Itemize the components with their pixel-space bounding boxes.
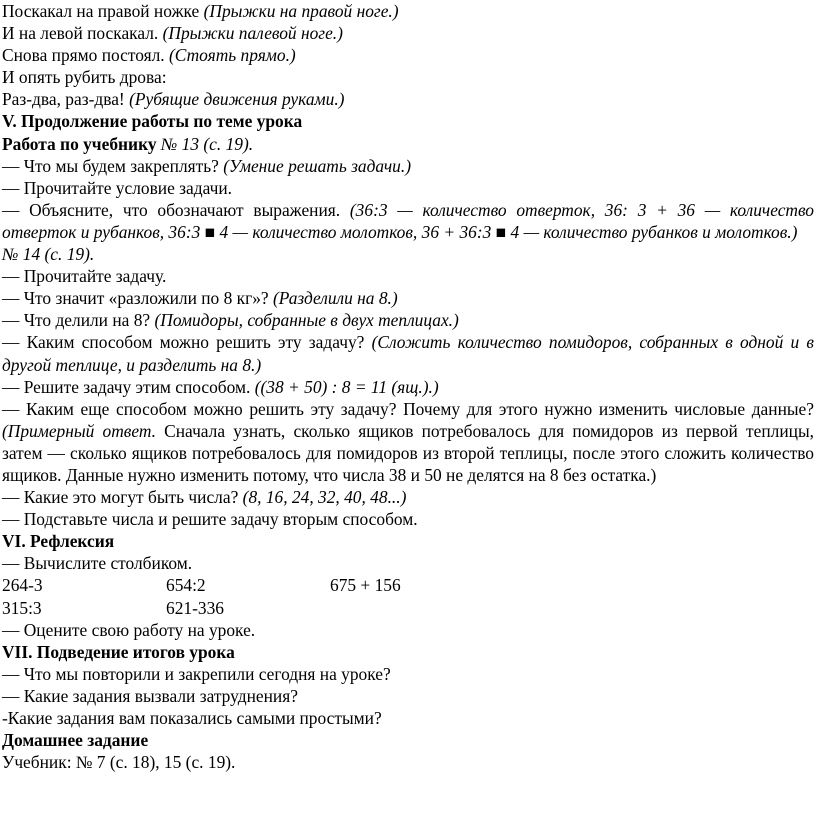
- plain-text: — Оцените свою работу на уроке.: [2, 619, 256, 640]
- plain-text: — Каким способом можно решить эту задачу?: [2, 332, 372, 353]
- expressions-row: [2, 597, 814, 619]
- text-line: [2, 309, 814, 331]
- plain-text: Поскакал на правой ножке: [2, 1, 204, 21]
- plain-text: — Объясните, что обозначают выражения.: [2, 199, 350, 220]
- italic-text: (8, 16, 24, 32, 40, 48...): [242, 487, 407, 508]
- plain-text: — Каким еще способом можно решить эту задачу? Почему для этого нужно изменить числовые данные?: [2, 398, 814, 419]
- text-line: [2, 155, 814, 177]
- text-line: [2, 133, 814, 155]
- italic-text: № 13 (с. 19).: [156, 133, 254, 154]
- plain-text: — Решите задачу этим способом.: [2, 376, 255, 397]
- italic-text: (Стоять прямо.): [168, 45, 296, 66]
- plain-text: — Что делили на 8?: [2, 310, 155, 331]
- plain-text: — Прочитайте условие задачи.: [2, 177, 233, 198]
- text-paragraph: [2, 199, 814, 243]
- plain-text: — Подставьте числа и решите задачу вторым способом.: [2, 509, 418, 530]
- text-line: [2, 88, 814, 110]
- text-line: [2, 22, 814, 44]
- text-line: [2, 0, 814, 22]
- text-line: [2, 177, 814, 199]
- text-line: [2, 552, 814, 574]
- italic-text: (Разделили на 8.): [272, 288, 398, 309]
- plain-text: И опять рубить дрова:: [2, 67, 167, 88]
- bold-text: Работа по учебнику: [2, 133, 157, 154]
- italic-text: (Рубящие движения руками.): [129, 89, 345, 110]
- text-line: [2, 44, 814, 66]
- text-line: [2, 707, 814, 729]
- expression: 654:2: [166, 575, 206, 596]
- plain-text: Сначала узнать, сколько ящиков потребовалось для помидоров из первой теплицы, затем — сколько ящиков потребовалось для помидоров из второй теплицы, после этого сложить количество ящиков. Данные нужно изменить потому, что числа 38 и 50 не делятся на 8 без остатка.): [2, 420, 814, 485]
- section-heading-v: V. Продолжение работы по теме урока: [2, 111, 303, 132]
- text-line: [2, 663, 814, 685]
- text-line: [2, 66, 814, 88]
- expressions-row: [2, 574, 814, 596]
- text-line: [2, 619, 814, 641]
- italic-text: (Прыжки палевой ноге.): [162, 23, 343, 44]
- expression: 264-3: [2, 575, 43, 596]
- section-heading-vi: VI. Рефлексия: [2, 531, 115, 552]
- italic-text: (Умение решать задачи.): [223, 155, 411, 176]
- text-line: [2, 685, 814, 707]
- plain-text: — Что значит «разложили по 8 кг»?: [2, 288, 273, 309]
- plain-text: — Вычислите столбиком.: [2, 553, 193, 574]
- expression: 621-336: [166, 597, 224, 618]
- text-line: [2, 376, 814, 398]
- text-paragraph: [2, 331, 814, 375]
- homework-heading: Домашнее задание: [2, 730, 149, 751]
- text-line: [2, 508, 814, 530]
- text-line: [2, 486, 814, 508]
- task-number: № 14 (с. 19).: [2, 244, 95, 265]
- italic-text: (Помидоры, собранные в двух теплицах.): [154, 310, 459, 331]
- plain-text: — Что мы будем закреплять?: [2, 155, 224, 176]
- text-line: [2, 265, 814, 287]
- expression: 315:3: [2, 597, 42, 618]
- plain-text: — Прочитайте задачу.: [2, 266, 167, 287]
- italic-text: ((38 + 50) : 8 = 11 (ящ.).): [254, 376, 439, 397]
- section-heading-vii: VII. Подведение итогов урока: [2, 641, 235, 662]
- text-paragraph: [2, 398, 814, 486]
- text-line: [2, 287, 814, 309]
- plain-text: -Какие задания вам показались самыми простыми?: [2, 708, 382, 728]
- plain-text: — Что мы повторили и закрепили сегодня на уроке?: [2, 663, 391, 684]
- homework-text: Учебник: № 7 (с. 18), 15 (с. 19).: [2, 752, 236, 773]
- plain-text: — Какие задания вызвали затруднения?: [2, 685, 298, 706]
- expression: 675 + 156: [330, 575, 401, 596]
- italic-text: (Примерный ответ.: [2, 420, 156, 441]
- plain-text: Снова прямо постоял.: [2, 45, 169, 66]
- italic-text: (Сложить количество помидоров, собранных в одной и в другой теплице, и разделить на 8.): [2, 332, 814, 375]
- plain-text: И на левой поскакал.: [2, 23, 163, 44]
- plain-text: Раз-два, раз-два!: [2, 89, 130, 110]
- italic-text: (36:3 — количество отверток, 36: 3 + 36 — количество отверток и рубанков, 36:3 ■ 4 — количество молотков, 36 + 36:3 ■ 4 — количество рубанков и молотков.): [2, 199, 814, 242]
- plain-text: — Какие это могут быть числа?: [2, 487, 243, 508]
- italic-text: (Прыжки на правой ноге.): [203, 1, 399, 21]
